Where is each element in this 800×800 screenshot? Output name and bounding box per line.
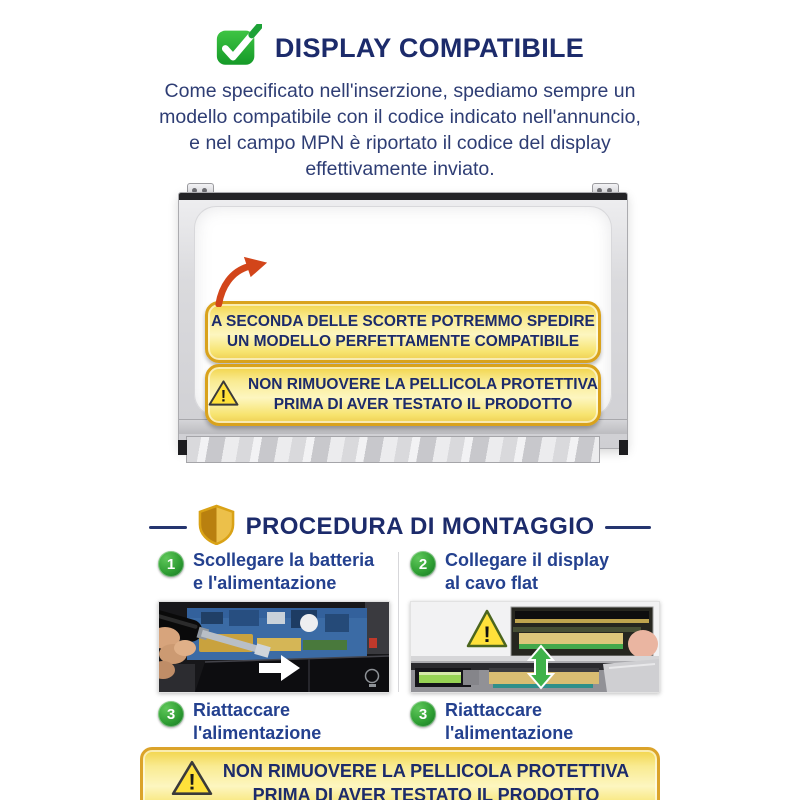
warning-text: NON RIMUOVERE LA PELLICOLA PROTETTIVA PRIMA DI AVER TESTATO IL PRODOTTO bbox=[248, 376, 598, 413]
inset-photo bbox=[511, 607, 658, 658]
procedure-header bbox=[0, 504, 800, 550]
photo-step2-connector bbox=[410, 601, 660, 693]
red-arrow-icon bbox=[212, 255, 270, 312]
footer-warning-banner bbox=[140, 747, 660, 800]
intro-paragraph bbox=[159, 78, 641, 182]
check-icon bbox=[216, 24, 262, 73]
steps-column-right bbox=[410, 549, 660, 774]
svg-text:!: ! bbox=[483, 622, 491, 647]
step-text: Scollegare la batteria e l'alimentazione bbox=[193, 550, 375, 593]
steps-column-left bbox=[158, 549, 390, 774]
exclamation-glyph: ! bbox=[188, 769, 196, 795]
step-badge: 3 bbox=[410, 701, 436, 727]
step-1 bbox=[158, 549, 390, 595]
step-text: Collegare il display al cavo flat bbox=[445, 550, 610, 593]
step-badge: 3 bbox=[158, 701, 184, 727]
procedure-steps bbox=[158, 549, 660, 774]
footer-warning-text: NON RIMUOVERE LA PELLICOLA PROTETTIVA PRIMA DI AVER TESTATO IL PRODOTTO bbox=[222, 761, 630, 800]
exclamation-glyph: ! bbox=[220, 387, 227, 406]
battery bbox=[195, 656, 389, 692]
panel-corner-right bbox=[619, 440, 628, 455]
page-title: DISPLAY COMPATIBILE bbox=[274, 33, 585, 63]
shield-icon bbox=[198, 504, 235, 550]
notice-line: UN MODELLO PERFETTAMENTE COMPATIBILE bbox=[226, 333, 580, 350]
step-text: Riattaccare l'alimentazione bbox=[193, 700, 322, 743]
photo-step1-motherboard bbox=[158, 601, 390, 693]
panel-top-strip bbox=[179, 193, 627, 200]
intro-line: modello compatibile con il codice indicato nell'annuncio, bbox=[159, 106, 641, 128]
warning-triangle-icon bbox=[208, 379, 239, 412]
intro-line: effettivamente inviato. bbox=[305, 158, 495, 180]
panel-corner-left bbox=[178, 440, 187, 455]
procedure-title: PROCEDURA DI MONTAGGIO bbox=[245, 513, 595, 540]
warning-box-film bbox=[205, 364, 601, 426]
header bbox=[0, 24, 800, 73]
foil-tape bbox=[186, 436, 600, 463]
intro-line: e nel campo MPN è riportato il codice del display bbox=[189, 132, 611, 154]
step-text: Riattaccare l'alimentazione bbox=[445, 700, 574, 743]
divider-line-right bbox=[605, 526, 651, 529]
notice-line: A SECONDA DELLE SCORTE POTREMMO SPEDIRE bbox=[211, 313, 595, 330]
divider-line-left bbox=[149, 526, 187, 529]
step-badge: 1 bbox=[158, 551, 184, 577]
step-2 bbox=[410, 549, 660, 595]
step-badge: 2 bbox=[410, 551, 436, 577]
laptop-panel-illustration bbox=[178, 183, 628, 463]
warning-triangle-icon bbox=[171, 759, 213, 800]
intro-line: Come specificato nell'inserzione, spediamo sempre un bbox=[164, 80, 636, 102]
